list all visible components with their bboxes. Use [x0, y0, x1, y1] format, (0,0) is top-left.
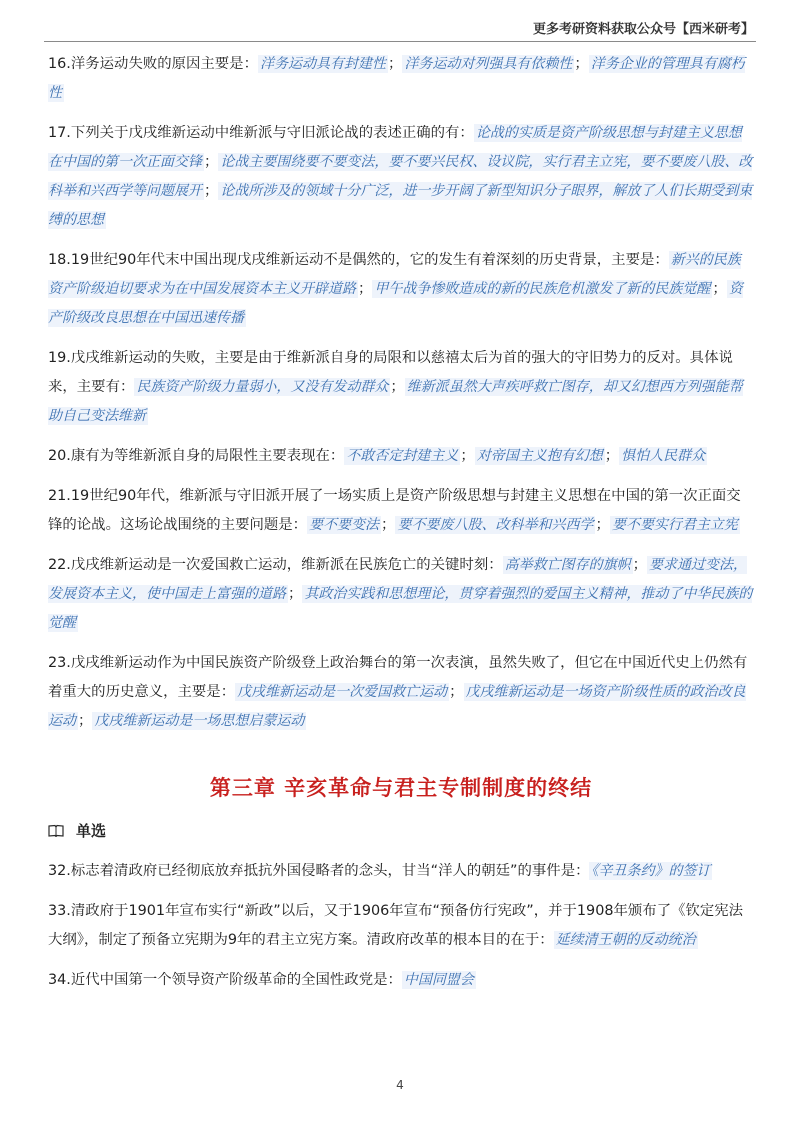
answer-text: 论战主要围绕要不要变法，要不要兴民权、设议院，实行君主立宪，要不要废八股、改科举和兴西学等问题展开 [48, 154, 753, 199]
answer-text: 洋务企业的管理具有腐朽性 [48, 56, 745, 101]
question-text: 22.戊戌维新运动是一次爱国救亡运动，维新派在民族危亡的关键时刻： [48, 557, 503, 573]
question-text: 21.19世纪90年代，维新派与守旧派开展了一场实质上是资产阶级思想与封建主义思想在中国的第一次正面交锋的论战。这场论战围绕的主要问题是： [48, 488, 741, 533]
header-divider [44, 41, 756, 42]
answer-text: 洋务运动具有封建性 [259, 56, 386, 72]
answer-separator: ； [358, 281, 373, 297]
answer-separator: ； [460, 448, 475, 464]
question-text: 33.清政府于1901年宣布实行“新政”以后，又于1906年宣布“预备仿行宪政”，并于1908年颁布了《钦定宪法大纲》，制定了预备立宪期为9年的君主立宪方案。清政府改革的根本目的在于： [48, 903, 744, 948]
question-item [48, 246, 754, 333]
answer-separator: ； [712, 281, 727, 297]
question-text: 34.近代中国第一个领导资产阶级革命的全国性政党是： [48, 972, 402, 988]
answer-text: 民族资产阶级力量弱小，又没有发动群众 [136, 379, 389, 395]
answer-separator: ； [574, 56, 589, 72]
answer-text: 不敢否定封建主义 [346, 448, 459, 464]
question-item [48, 897, 754, 955]
answer-text: 维新派虽然大声疾呼救亡图存，却又幻想西方列强能帮助自己变法维新 [48, 379, 743, 424]
question-item [48, 442, 754, 471]
answer-separator: ； [78, 713, 93, 729]
answer-separator: ； [288, 586, 303, 602]
question-item [48, 551, 754, 638]
answer-separator: ； [387, 56, 403, 72]
chapter-title: 第三章 辛亥革命与君主专制制度的终结 [209, 776, 593, 800]
answer-text: 论战的实质是资产阶级思想与封建主义思想在中国的第一次正面交锋 [48, 125, 742, 170]
answer-separator: ； [595, 517, 610, 533]
question-text: 17.下列关于戊戌维新运动中维新派与守旧派论战的表述正确的有： [48, 125, 474, 141]
question-item [48, 649, 754, 736]
question-text: 19.戊戌维新运动的失败，主要是由于维新派自身的局限和以慈禧太后为首的强大的守旧势力的反对。具体说来，主要有： [48, 350, 733, 395]
answer-text: 要不要变法 [309, 517, 380, 533]
answer-text: 要不要实行君主立宪 [611, 517, 738, 533]
question-text: 23.戊戌维新运动作为中国民族资产阶级登上政治舞台的第一次表演，虽然失败了，但它在中国近代史上仍然有着重大的历史意义，主要是： [48, 655, 748, 700]
question-item [48, 857, 754, 886]
answer-text: 《辛丑条约》的签订 [591, 863, 711, 879]
question-text: 32.标志着清政府已经彻底放弃抵抗外国侵略者的念头，甘当“洋人的朝廷”的事件是： [48, 863, 590, 879]
page-header: 更多考研资料获取公众号【西米研考】 [532, 22, 754, 37]
answer-text: 延续清王朝的反动统治 [555, 932, 696, 948]
question-text: 18.19世纪90年代末中国出现戊戌维新运动不是偶然的，它的发生有着深刻的历史背景，主要是： [48, 252, 669, 268]
answer-text: 戊戌维新运动是一场资产阶级性质的政治改良运动 [48, 684, 746, 729]
answer-text: 论战所涉及的领域十分广泛，进一步开阔了新型知识分子眼界，解放了人们长期受到束缚的思想 [48, 183, 753, 228]
question-text: 16.洋务运动失败的原因主要是： [48, 56, 258, 72]
question-text: 20.康有为等维新派自身的局限性主要表现在： [48, 448, 345, 464]
answer-separator: ； [204, 154, 219, 170]
answer-text: 戊戌维新运动是一场思想启蒙运动 [94, 713, 305, 729]
question-item [48, 119, 754, 235]
page-number: 4 [396, 1078, 404, 1092]
answer-text: 洋务运动对列强具有依赖性 [404, 56, 573, 72]
page-content [48, 50, 754, 1006]
answer-text: 新兴的民族资产阶级迫切要求为在中国发展资本主义开辟道路 [48, 252, 741, 297]
book-icon [48, 824, 64, 837]
question-item [48, 482, 754, 540]
answer-text: 甲午战争惨败造成的新的民族危机激发了新的民族觉醒 [374, 281, 711, 297]
question-list-after [48, 857, 754, 995]
answer-text: 资产阶级改良思想在中国迅速传播 [48, 281, 743, 326]
question-list-before [48, 50, 754, 736]
answer-text: 对帝国主义抱有幻想 [476, 448, 603, 464]
answer-text: 惧怕人民群众 [621, 448, 706, 464]
question-item [48, 966, 754, 995]
answer-separator: ； [204, 183, 219, 199]
answer-text: 要不要废八股、改科举和兴西学 [397, 517, 594, 533]
answer-text: 中国同盟会 [403, 972, 474, 988]
answer-separator: ； [449, 684, 464, 700]
answer-text: 要求通过变法，发展资本主义，使中国走上富强的道路 [48, 557, 748, 602]
answer-separator: ； [381, 517, 396, 533]
question-item [48, 50, 754, 108]
answer-text: 戊戌维新运动是一次爱国救亡运动 [237, 684, 448, 700]
answer-separator: ； [632, 557, 648, 573]
question-item [48, 344, 754, 431]
answer-text: 高举救亡图存的旗帜 [504, 557, 631, 573]
section-label: 单选 [76, 822, 107, 840]
answer-separator: ； [604, 448, 620, 464]
answer-separator: ； [390, 379, 405, 395]
answer-text: 其政治实践和思想理论，贯穿着强烈的爱国主义精神，推动了中华民族的觉醒 [48, 586, 753, 631]
section-heading [48, 820, 754, 841]
